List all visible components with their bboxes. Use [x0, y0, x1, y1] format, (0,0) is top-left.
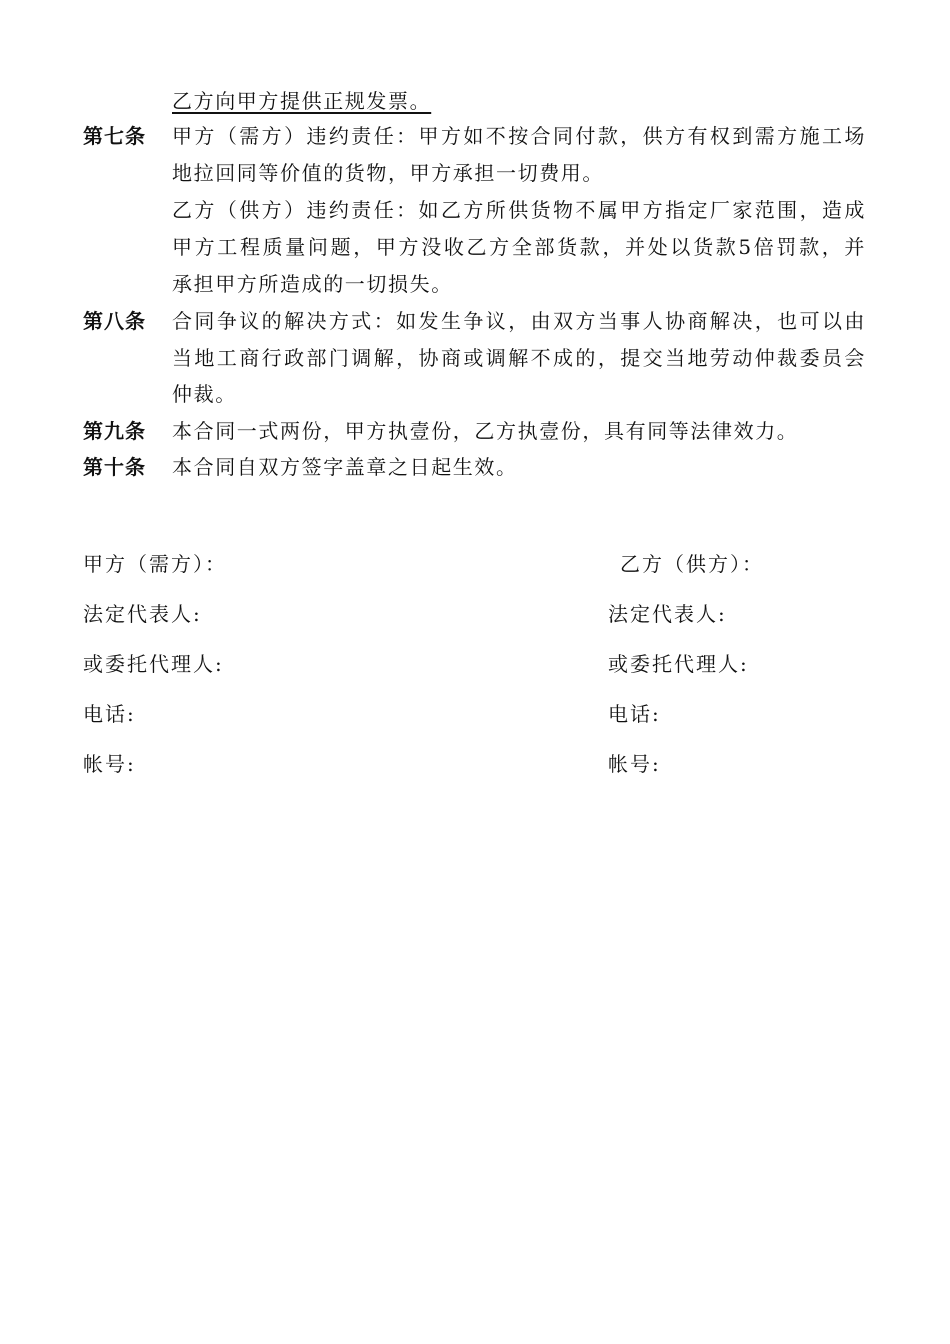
- article-9-line-1: 本合同一式两份，甲方执壹份，乙方执壹份，具有同等法律效力。: [172, 419, 799, 443]
- article-7-line-5: 承担甲方所造成的一切损失。: [172, 272, 453, 296]
- article-8-line-3: 仲裁。: [172, 382, 237, 406]
- article-9-label: 第九条: [83, 419, 146, 443]
- party-b-representative: 法定代表人:: [608, 602, 727, 626]
- party-a-account: 帐号:: [83, 752, 136, 776]
- article-7-label: 第七条: [83, 124, 146, 148]
- party-b-agent: 或委托代理人:: [608, 652, 749, 676]
- article-8-line-1: 合同争议的解决方式：如发生争议，由双方当事人协商解决，也可以由: [172, 309, 866, 333]
- party-b-title: 乙方（供方）：: [620, 552, 764, 576]
- invoice-clause-line: 乙方向甲方提供正规发票。: [172, 89, 432, 113]
- party-a-agent: 或委托代理人:: [83, 652, 224, 676]
- party-b-account: 帐号:: [608, 752, 661, 776]
- article-7-line-1: 甲方（需方）违约责任：甲方如不按合同付款，供方有权到需方施工场: [172, 124, 866, 148]
- party-a-representative: 法定代表人:: [83, 602, 202, 626]
- article-8-label: 第八条: [83, 309, 146, 333]
- party-b-phone: 电话:: [608, 702, 661, 726]
- party-a-phone: 电话:: [83, 702, 136, 726]
- article-8-line-2: 当地工商行政部门调解，协商或调解不成的，提交当地劳动仲裁委员会: [172, 346, 866, 370]
- article-7-line-2: 地拉回同等价值的货物，甲方承担一切费用。: [172, 161, 604, 185]
- article-7-line-4: 甲方工程质量问题，甲方没收乙方全部货款，并处以货款5倍罚款，并: [172, 235, 866, 259]
- article-10-line-1: 本合同自双方签字盖章之日起生效。: [172, 455, 518, 479]
- article-10-label: 第十条: [83, 455, 146, 479]
- party-a-title: 甲方（需方）：: [83, 552, 227, 576]
- article-7-line-3: 乙方（供方）违约责任：如乙方所供货物不属甲方指定厂家范围，造成: [172, 198, 866, 222]
